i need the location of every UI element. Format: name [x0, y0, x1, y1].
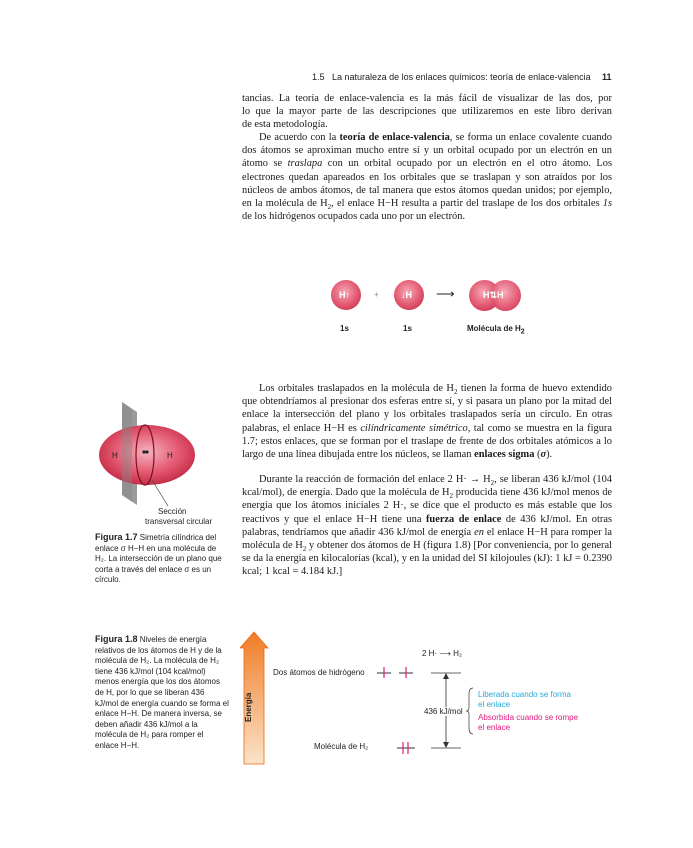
- p4-h: y obtener dos átomos de H (figura 1.8) [Por conveniencia, por lo general se da la energía en kilocalorías (kcal), y en la unidad del SI kilojoules (kJ): 1 kJ = 0.2390 kcal; 1 kcal = 4.184 kJ.]: [242, 540, 612, 578]
- p2-1s: 1s: [602, 198, 612, 210]
- p4-s2: 2: [449, 492, 454, 501]
- fig17-h-left: H: [112, 451, 118, 460]
- p4-a: Durante la reacción de formación del enlace 2 H· → H: [259, 474, 491, 485]
- released-line-2: el enlace: [478, 700, 511, 709]
- energy-axis-label: Energía: [244, 692, 253, 722]
- p4-s1: 2: [490, 479, 495, 488]
- reaction-text: 2 H· ⟶ H₂: [422, 649, 462, 658]
- orbital-h1-label: H↑: [339, 290, 350, 300]
- top-level-label: Dos átomos de hidrógeno: [273, 668, 365, 677]
- label-1s-a: 1s: [340, 324, 349, 333]
- fig18-text: Niveles de energía relativos de los átomos de H y de la molécula de H₂. La molécula de H₂ tiene 436 kJ/mol (104 kcal/mol) menos energía que los dos átomos de H, por lo que se liberan 436 kJ/mol de energía cuando se forma el enlace H−H. De manera inversa, se deben añadir 436 kJ/mol a la molécula de H₂ para romper el enlace H−H.: [95, 635, 229, 750]
- p4-c: producida tiene 436 kJ/mol menos de energía que los átomos iniciales 2 H·, se dice que el producto es más estable que los reactivos y que el enlace H−H tiene una: [242, 487, 612, 525]
- p3-f: (: [534, 449, 541, 461]
- molecule-label: H⇅H: [483, 290, 504, 300]
- label-1s-b: 1s: [403, 324, 412, 333]
- fig17-number: Figura 1.7: [95, 532, 138, 542]
- section-title: La naturaleza de los enlaces químicos: teoría de enlace-valencia: [332, 72, 591, 82]
- p3-a: Los orbitales traslapados en la molécula de H: [259, 383, 454, 394]
- p3-term-sigma: enlaces sigma: [474, 449, 535, 461]
- p3-term-cylindrical: cilíndricamente simétrico: [360, 422, 468, 434]
- p4-g: el enlace H−H para romper la molécula de H: [242, 526, 612, 552]
- label-molecule: Molécula de $H_2$: [467, 324, 525, 336]
- section-label-1: Sección: [158, 507, 187, 516]
- p2-a: De acuerdo con la: [259, 132, 340, 143]
- p4-term-strength: fuerza de enlace: [425, 513, 502, 525]
- electron-dot-2: [145, 450, 148, 453]
- absorbed-line-1: Absorbida cuando se rompe: [478, 713, 579, 722]
- p3-sub: 2: [453, 388, 458, 397]
- absorbed-line-2: el enlace: [478, 723, 511, 732]
- section-label-2: transversal circular: [145, 517, 213, 526]
- running-header: [312, 72, 612, 82]
- p2-e: con un orbital ocupado por un electrón en el otro átomo. Los electrones quedan apareados en los orbitales que se traslapan y son atraídos por los núcleos de ambos átomos, de tal manera que estos átomos quedan unidos; por ejemplo, en la molécula de H: [242, 158, 612, 210]
- plus-sign: +: [374, 290, 379, 299]
- fig18-number: Figura 1.8: [95, 634, 138, 644]
- p2-c: , se forma un enlace covalente cuando dos átomos se aproximan mucho entre sí y un orbital ocupado por un electrón en un átomo se: [242, 132, 612, 170]
- p1-line2: lo que la mayor parte de las descripciones que utilizaremos en este libro derivan: [242, 106, 612, 118]
- released-line-1: Liberada cuando se forma: [478, 690, 571, 699]
- fig17-h-right: H: [167, 451, 173, 460]
- p2-i: de los hidrógenos ocupados cada uno por un electrón.: [242, 211, 466, 223]
- p2-g: , el enlace H−H resulta a partir del traslape de los dos orbitales: [331, 198, 603, 210]
- figure-1-8-caption: [95, 634, 229, 752]
- figure-1-7-caption: [95, 532, 225, 586]
- p4-f: en: [474, 526, 484, 538]
- p4-s3: 2: [302, 545, 307, 554]
- p2-term-overlap: traslapa: [287, 158, 323, 170]
- section-pointer-svg: [150, 478, 180, 508]
- brace: [466, 688, 473, 734]
- paragraph-2: [242, 131, 612, 223]
- paragraph-4: [242, 473, 612, 579]
- p3-h: ).: [546, 449, 553, 461]
- p3-d: , tal como se muestra en la figura 1.7; estos enlaces, que se forman por el traslape de frente de dos orbitales atómicos a lo largo de una línea dibujada entre los núcleos, se llaman: [242, 422, 612, 461]
- p3-b: tienen la forma de huevo extendido que obtendríamos al presionar dos esferas entre sí, y si pasara un plano por la mitad del enlace la intersección del plano y los orbitales traslapados sería un círculo. En otras palabras, el enlace H−H es: [242, 383, 612, 434]
- cutting-plane-front: [122, 402, 132, 502]
- bottom-level-label: Molécula de H₂: [314, 742, 369, 751]
- p3-sigma: σ: [540, 449, 547, 461]
- p4-b: , se liberan 436 kJ/mol (104 kcal/mol), de energía. Dado que la molécula de H: [242, 474, 612, 499]
- electron-dot-1: [142, 450, 145, 453]
- reaction-arrow: ⟶: [436, 286, 455, 301]
- section-number: 1.5: [312, 72, 325, 82]
- page-number: 11: [602, 72, 612, 82]
- energy-value: 436 kJ/mol: [424, 707, 463, 716]
- fig17-text: Simetría cilíndrica del enlace σ H−H en una molécula de H₂. La intersección de un plano que corta a través del enlace σ es un círculo.: [95, 533, 222, 585]
- p4-e: de 436 kJ/mol. En otras palabras, tendríamos que añadir 436 kJ/mol de energía: [242, 513, 612, 538]
- p1-line3: de esta metodología.: [242, 119, 328, 131]
- paragraph-3: [242, 382, 612, 461]
- p1-line1: tancias. La teoría de enlace-valencia es la más fácil de visualizar de las dos, por: [242, 93, 612, 104]
- orbital-h2-label: ↓H: [401, 290, 412, 300]
- paragraph-1: [242, 92, 612, 132]
- p2-term-valence: teoría de enlace-valencia: [339, 132, 450, 143]
- p2-sub: 2: [327, 203, 332, 212]
